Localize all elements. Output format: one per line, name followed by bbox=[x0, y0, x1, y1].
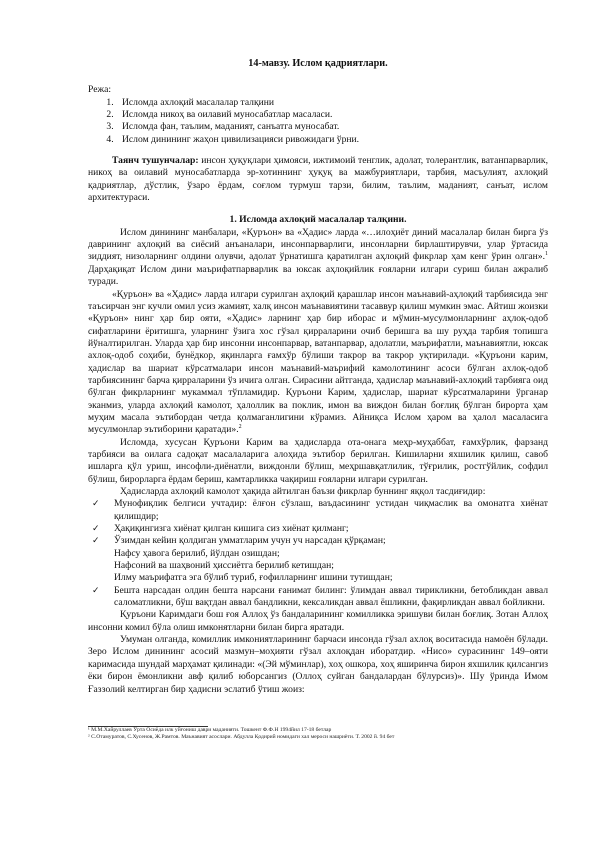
list-item bbox=[88, 535, 548, 547]
hadith-list-continued bbox=[88, 585, 548, 610]
checkmark-icon: ✓ bbox=[92, 585, 100, 596]
plan-item: 1. Исломда ахлоқий масалалар талқини bbox=[116, 97, 548, 109]
paragraph-1-end: Дарҳақиқат Ислом дини маърифатпарварлик ва юксак аҳлоқийлик ғояларни илгари суриш билан ажралиб туради. bbox=[88, 263, 548, 288]
section-heading: 1. Исломда ахлоқий масалалар талқини. bbox=[229, 214, 407, 226]
list-item bbox=[88, 498, 548, 523]
sub-line: Илму маърифатга эга бўлиб туриб, ғофилларнинг ишини тутишдан; bbox=[114, 572, 393, 584]
plan-list bbox=[88, 97, 548, 146]
paragraph-2 bbox=[88, 289, 548, 437]
footnote-ref-2: 2 bbox=[238, 424, 242, 431]
keywords-label: Таянч тушунчалар: bbox=[112, 155, 199, 167]
checkmark-icon: ✓ bbox=[92, 499, 100, 510]
plan-heading: Режа: bbox=[88, 84, 112, 96]
sub-line: Нафсоний ва шаҳвоний ҳиссиётга берилиб кетишдан; bbox=[114, 560, 334, 572]
paragraph-1 bbox=[88, 227, 548, 289]
list-item-text: Бешта нарсадан олдин бешта нарсани ғанимат билинг: ўлимдан аввал тирикликни, бетобликдан аввал саломатликни, бўш вақтдан аввал бандликни, кексаликдан аввал ёшликни, фақирликдан аввал бойликни. bbox=[114, 584, 548, 609]
paragraph-3: Исломда, хусусан Қуръони Карим ва ҳадисларда ота-онага меҳр-муҳаббат, ғамхўрлик, фарзанд тарбияси ва оилага садоқат масалаларига алоҳида эътибор берилган. Кишиларни яхшилик қилиш, савоб ишларга қўл уриш, инсофли-диёнатли, виждонли бўлиш, меҳршавқатлилик, тўғрилик, ростгўйлик, софдил бўлиш, бирорларга ёрдам бериш, камтарликка чақириш ғояларни илгари сурилган. bbox=[88, 436, 548, 485]
list-item bbox=[88, 585, 548, 610]
plan-item: 3. Исломда фан, таълим, маданият, санъатга муносабат. bbox=[116, 121, 548, 133]
keywords-text: инсон ҳуқуқлари ҳимояси, ижтимоий тенглик, адолат, толерантлик, ватанпарварлик, никоҳ ва оилавий муносабатларда эр-хотиннинг ҳуқуқ ва мажбуриятлари, тарбия, масъулият, ахлоқий қадриятлар, дўстлик, ўзаро ёрдам, соғлом турмуш тарзи, билим, таълим, маданият, санъат, ислом архитектураси. bbox=[88, 155, 548, 204]
paragraph-2-text: «Қуръон» ва «Ҳадис» ларда илгари сурилган аҳлоқий қарашлар инсон маънавий-аҳлоқий тарбиясида энг таъсирчан энг кучли омил усиз жамият, халқ инсон маънавиятини тасаввур қилиш мумкин эмас. Айтиш жоизки «Қуръон» нинг ҳар бир ояти, «Ҳадис» ларнинг ҳар бир иборас и мўмин-мусулмонларнинг аҳлоқ-одоб сифатларини ёритишга, уларнинг ўзига хос гўзал қирраларини очиб беришга ва шу руҳда тарбия топишга йўналтирилган. Уларда ҳар бир инсонни инсонпарвар, ватанпарвар, адолатли, маърифатли, маънавиятли, юксак ахлоқ-одоб соҳиби, бунёдкор, яқинларга ғамхўр бўлиши такрор ва такрор уқтирилади. «Қуръони карим, ҳадислар ва шариат кўрсатмалари инсон маънавий-маърифий камолотининг асоси бўлган ахлоқ-одоб тарбиясининг барча қирраларини ўз ичига олган. Сирасини айтганда, ҳадислар маънавий-ахлоқий тарбияга оид бўлган фикрларнинг мукаммал тўпламидир. Қуръони Карим, ҳадислар, шариат кўрсатмаларини ўрганар эканмиз, уларда ахлоқий камолот, ҳалоллик ва поклик, имон ва виждон билан боғлиқ бўлган бирорта ҳам муҳим масала эътибордан четда қолмаганлигини кўрамиз. Айниқса Ислом ҳаром ва ҳалол масаласига мусулмонлар эътиборини қаратади». bbox=[88, 288, 548, 436]
list-item-text: Мунофиқлик белгиси учтадир: ёлғон сўзлаш, ваъдасининг устидан чиқмаслик ва омонатга хиёнат қилишдир; bbox=[114, 498, 548, 522]
paragraph-1-text: Ислом динининг манбалари, «Қуръон» ва «Ҳадис» ларда «…илоҳиёт диний масалалар билан бирга ўз даврининг аҳлоқий ва сиёсий анъаналари, инсонпарварлиги, инсонларни бирлаштирувчи, улар ўртасида зиддият, низоларнинг олдини олувчи, адолат ўрнатишга қаратилган аҳлоқий фикрлар ҳам кенг ўрин олган». bbox=[88, 226, 548, 263]
hadith-list bbox=[88, 498, 548, 547]
plan-item: 2. Исломда никоҳ ва оилавий муносабатлар масаласи. bbox=[116, 109, 548, 121]
page-title: 14-мавзу. Ислом қадриятлари. bbox=[248, 58, 388, 69]
keywords-paragraph bbox=[88, 155, 548, 204]
paragraph-4: Ҳадисларда ахлоқий камолот ҳақида айтилган баъзи фикрлар буннинг яққол тасдиғидир: bbox=[120, 486, 486, 497]
paragraph-6: Умуман олганда, комиллик имкониятларининг барчаси инсонда гўзал ахлоқ воситасида намоён бўлади. Зеро Ислом динининг асосий мазмун–моҳияти гўзал ахлоқдан иборатдир. «Нисо» сурасининг 149–ояти каримасида шундай марҳамат қилинади: «(Эй мўминлар), хоҳ ошкора, хоҳ яширинча бирон яхшилик қилсангиз ёки бирон ёмонликни авф қилиб юборсангиз (Оллоҳ суйган бандалардан бўлурсиз)». Шу ўринда Имом Ғаззолий келтирган бир ҳадисни эслатиб ўтиш жоиз: bbox=[88, 634, 548, 695]
checkmark-icon: ✓ bbox=[92, 536, 100, 547]
checkmark-icon: ✓ bbox=[92, 524, 100, 535]
footnote-ref-1: 1 bbox=[545, 251, 548, 258]
document-page bbox=[88, 44, 548, 742]
list-item bbox=[88, 523, 548, 535]
list-item-text: Ўзимдан кейин қолдиган умматларим учун уч нарсадан қўрқаман; bbox=[114, 535, 386, 547]
plan-item: 4. Ислом динининг жаҳон цивилизацияси ривожидаги ўрни. bbox=[116, 134, 548, 146]
paragraph-5: Қуръони Каримдаги бош ғоя Аллоҳ ўз бандаларининг комилликка эришуви билан боғлиқ. Зотан Аллоҳ инсонни комил бўла олиш имконятларни билан бирга яратади. bbox=[88, 609, 548, 633]
footnote-1: ¹ М.М.Хайруллаев Ўрта Осиёда илк уйғониш даври маданияти. Тошкент Ф.Ф.Н 1994йил 17-18 бетлар bbox=[88, 726, 332, 733]
sub-line: Нафсу ҳавога берилиб, йўлдан озишдан; bbox=[114, 547, 280, 559]
footnote-2: ² С.Отамуратов, С.Хусенов, Ж.Рамтов. Маънавият асослари. Абдулла Қодирий номидаги хал мероси нашриёти. Т. 2002 й. 94 бет bbox=[88, 734, 395, 741]
list-item-text: Ҳақиқингизга хиёнат қилган кишига сиз хиёнат қилманг; bbox=[114, 523, 349, 535]
